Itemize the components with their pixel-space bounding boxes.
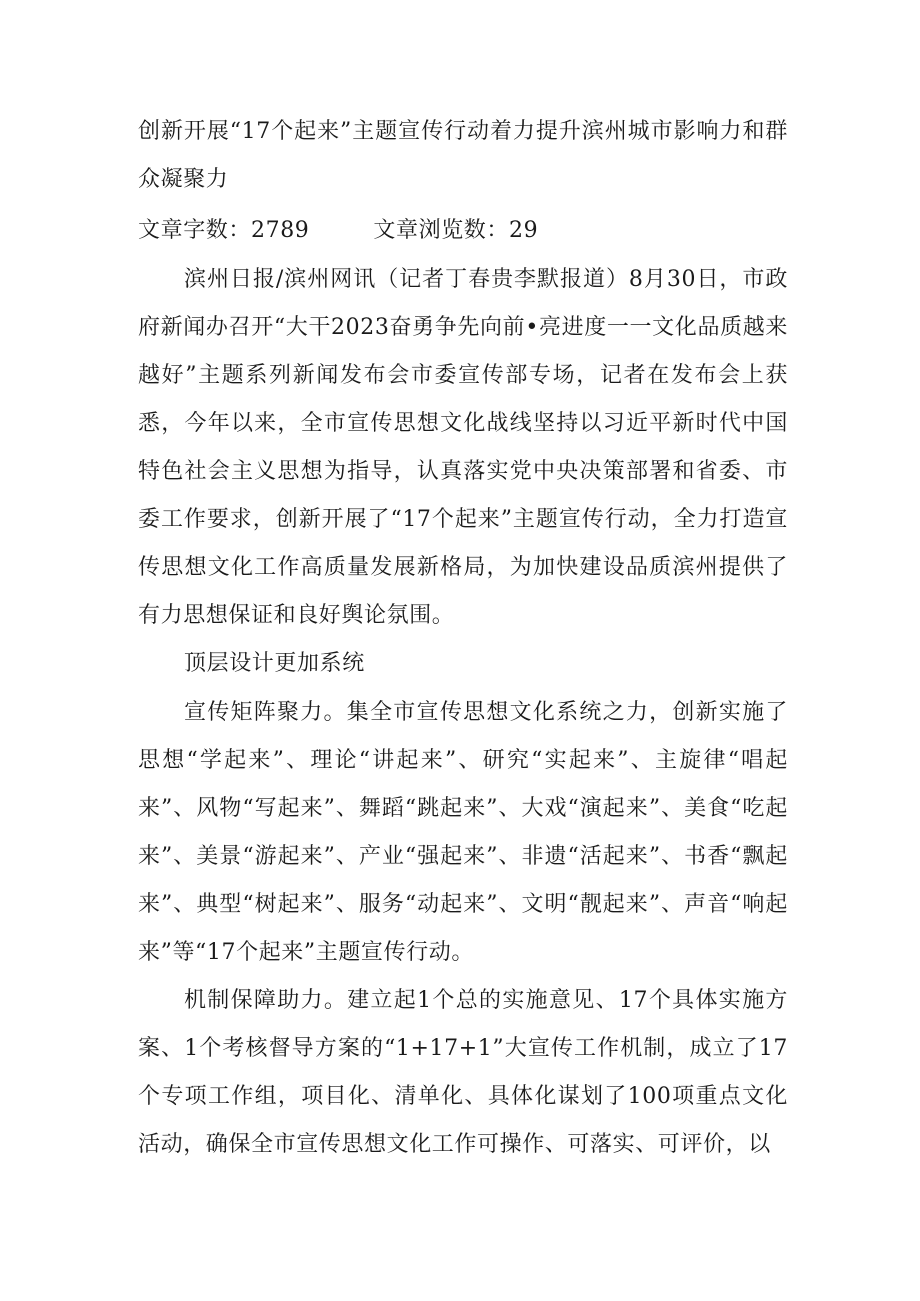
paragraph-publicity-matrix: 宣传矩阵聚力。集全市宣传思想文化系统之力，创新实施了思想“学起来”、理论“讲起来”、研究“实起来”、主旋律“唱起来”、风物“写起来”、舞蹈“跳起来”、大戏“演起来”、美食“吃起来”、美景“游起来”、产业“强起来”、非遗“活起来”、书香“飘起来”、典型“树起来”、服务“动起来”、文明“靓起来”、声音“响起来”等“17个起来”主题宣传行动。	[138, 700, 788, 965]
view-count-value: 29	[509, 218, 539, 243]
paragraph-mechanism: 机制保障助力。建立起1个总的实施意见、17个具体实施方案、1个考核督导方案的“1+17+1”大宣传工作机制，成立了17个专项工作组，项目化、清单化、具体化谋划了100项重点文化活动，确保全市宣传思想文化工作可操作、可落实、可评价，以	[138, 988, 788, 1157]
article-meta	[138, 207, 788, 255]
word-count-label: 文章字数：	[138, 218, 252, 243]
word-count-value: 2789	[251, 218, 310, 243]
paragraph-intro: 滨州日报/滨州网讯（记者丁春贵李默报道）8月30日，市政府新闻办召开“大干2023奋勇争先向前•亮进度一一文化品质越来越好”主题系列新闻发布会市委宣传部专场，记者在发布会上获悉，今年以来，全市宣传思想文化战线坚持以习近平新时代中国特色社会主义思想为指导，认真落实党中央决策部署和省委、市委工作要求，创新开展了“17个起来”主题宣传行动，全力打造宣传思想文化工作高质量发展新格局，为加快建设品质滨州提供了有力思想保证和良好舆论氛围。	[138, 267, 788, 628]
section-heading: 顶层设计更加系统	[184, 651, 365, 676]
article-title: 创新开展“17个起来”主题宣传行动着力提升滨州城市影响力和群众凝聚力	[138, 119, 788, 192]
view-count-label: 文章浏览数：	[373, 218, 510, 243]
